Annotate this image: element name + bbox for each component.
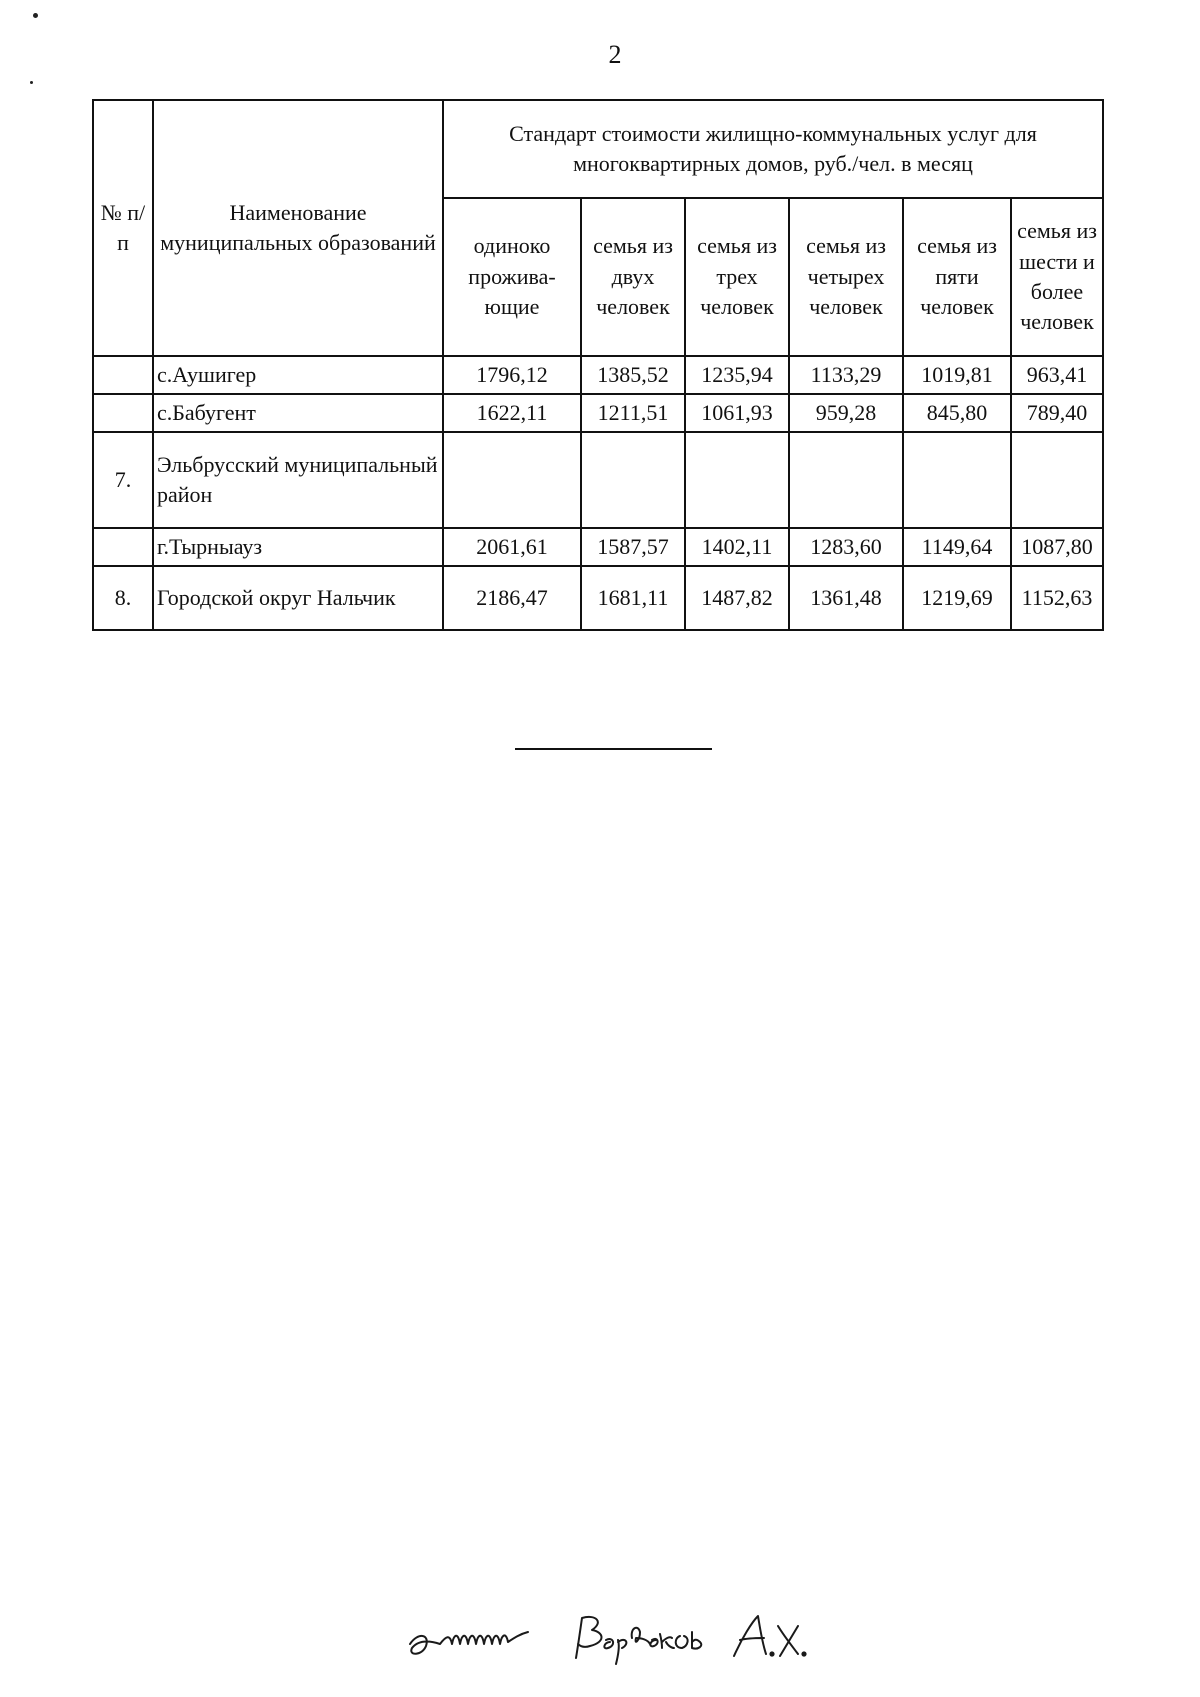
end-rule — [515, 748, 712, 750]
header-group: Стандарт стоимости жилищно-коммунальных услуг для многоквартирных домов, руб./чел. в месяц — [443, 100, 1103, 198]
row-value: 1622,11 — [443, 394, 581, 432]
row-value: 2061,61 — [443, 528, 581, 566]
row-value — [1011, 432, 1103, 528]
header-column: семья из шести и более человек — [1011, 198, 1103, 356]
header-num: № п/п — [93, 100, 153, 356]
row-name: с.Бабугент — [153, 394, 443, 432]
cost-standard-table — [92, 99, 1104, 631]
row-value: 845,80 — [903, 394, 1011, 432]
header-name: Наименование муниципальных образований — [153, 100, 443, 356]
row-value — [789, 432, 903, 528]
row-name: с.Аушигер — [153, 356, 443, 394]
row-value: 1681,11 — [581, 566, 685, 630]
row-num — [93, 394, 153, 432]
scan-speck — [30, 81, 33, 84]
header-column: семья из пяти человек — [903, 198, 1011, 356]
row-value: 1796,12 — [443, 356, 581, 394]
row-value: 1152,63 — [1011, 566, 1103, 630]
header-column: семья из трех человек — [685, 198, 789, 356]
row-value: 1235,94 — [685, 356, 789, 394]
header-column: одиноко прожива-ющие — [443, 198, 581, 356]
page-number: 2 — [608, 40, 622, 69]
row-name: г.Тырныауз — [153, 528, 443, 566]
table-row — [93, 394, 1103, 432]
row-num: 8. — [93, 566, 153, 630]
row-value: 1211,51 — [581, 394, 685, 432]
table-row — [93, 528, 1103, 566]
row-value: 1283,60 — [789, 528, 903, 566]
row-value: 963,41 — [1011, 356, 1103, 394]
row-value: 1402,11 — [685, 528, 789, 566]
row-value: 1061,93 — [685, 394, 789, 432]
row-value: 789,40 — [1011, 394, 1103, 432]
row-name: Эльбрусский муниципальный район — [153, 432, 443, 528]
row-value: 1219,69 — [903, 566, 1011, 630]
row-value: 1133,29 — [789, 356, 903, 394]
row-value: 1019,81 — [903, 356, 1011, 394]
row-value: 1149,64 — [903, 528, 1011, 566]
header-column: семья из четырех человек — [789, 198, 903, 356]
row-value: 959,28 — [789, 394, 903, 432]
row-name: Городской округ Нальчик — [153, 566, 443, 630]
row-value — [443, 432, 581, 528]
row-num: 7. — [93, 432, 153, 528]
row-value — [685, 432, 789, 528]
handwritten-signature — [400, 1598, 880, 1678]
header-column: семья из двух человек — [581, 198, 685, 356]
row-value: 2186,47 — [443, 566, 581, 630]
row-value: 1487,82 — [685, 566, 789, 630]
row-value: 1087,80 — [1011, 528, 1103, 566]
row-value: 1587,57 — [581, 528, 685, 566]
row-value — [903, 432, 1011, 528]
table-row — [93, 356, 1103, 394]
scan-speck — [33, 13, 38, 18]
row-num — [93, 356, 153, 394]
row-value — [581, 432, 685, 528]
row-num — [93, 528, 153, 566]
table-row — [93, 566, 1103, 630]
row-value: 1361,48 — [789, 566, 903, 630]
row-value: 1385,52 — [581, 356, 685, 394]
table-row — [93, 432, 1103, 528]
